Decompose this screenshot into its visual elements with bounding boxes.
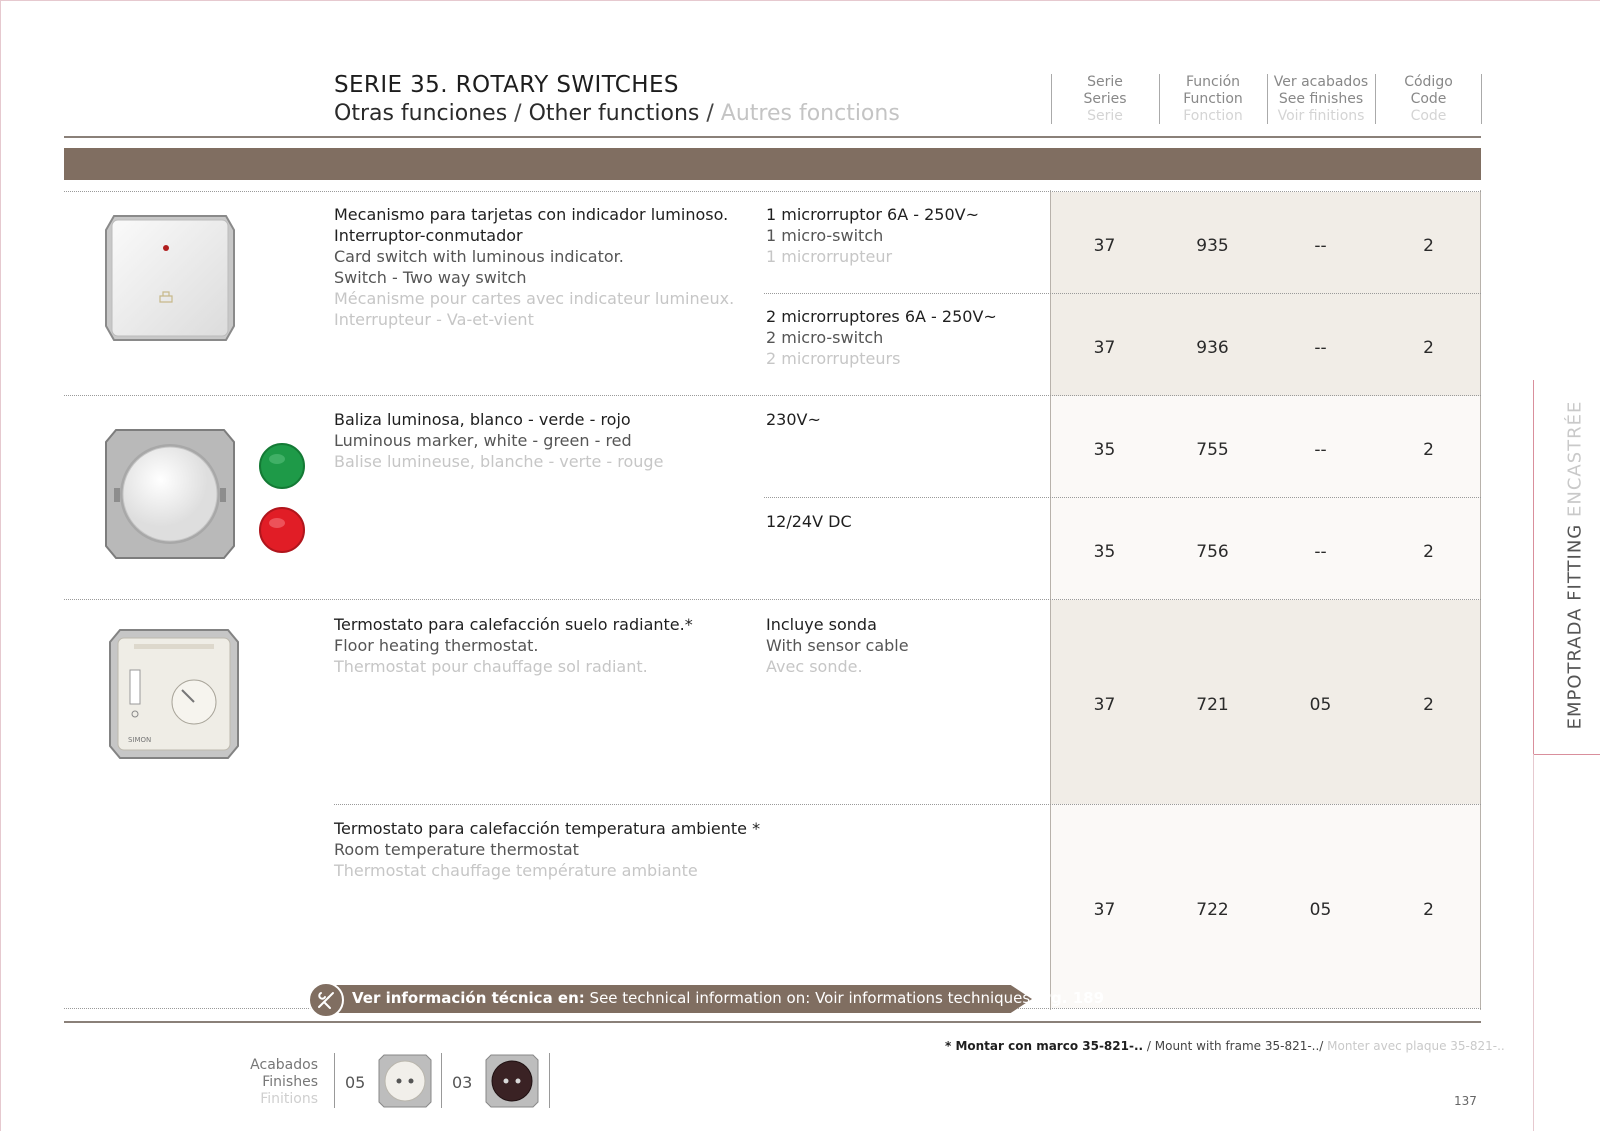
finish-value: -- xyxy=(1314,338,1327,358)
page-border-top xyxy=(0,0,1600,1)
side-tab-en: FITTING xyxy=(1564,517,1586,601)
product-description xyxy=(334,204,734,330)
spec-es: 12/24V DC xyxy=(766,512,852,531)
footnote-fr: Monter avec plaque 35-821-.. xyxy=(1323,1039,1505,1053)
description-fr: Mécanisme pour cartes avec indicateur lumineux. xyxy=(334,289,735,308)
banner-text xyxy=(352,989,1104,1007)
finishes-label-en: Finishes xyxy=(262,1074,318,1090)
subtitle-fr: Autres fonctions xyxy=(720,101,900,126)
spec-en: With sensor cable xyxy=(766,636,909,655)
card-switch-image xyxy=(100,208,240,348)
spec-es: 230V~ xyxy=(766,410,821,429)
row-divider xyxy=(764,293,1481,294)
function-value: 721 xyxy=(1196,695,1229,715)
description-es: Mecanismo para tarjetas con indicador luminoso. xyxy=(334,205,729,224)
spec-es: Incluye sonda xyxy=(766,615,877,634)
finish-value: 05 xyxy=(1309,900,1332,920)
function-value: 936 xyxy=(1196,338,1229,358)
banner-text-en: See technical information on: xyxy=(589,989,811,1007)
column-header-es: Función xyxy=(1185,74,1241,90)
red-lens-icon xyxy=(258,506,306,554)
values-block-card-switch xyxy=(1051,192,1481,396)
subtitle-separator: / xyxy=(507,101,529,126)
description-en: Room temperature thermostat xyxy=(334,840,579,859)
description-es: Termostato para calefacción temperatura ambiente * xyxy=(334,819,761,838)
finish-separator xyxy=(549,1053,550,1108)
tools-icon xyxy=(316,990,336,1010)
product-description xyxy=(334,409,663,472)
side-tab-es: EMPOTRADA xyxy=(1564,600,1586,730)
finish-code: 03 xyxy=(452,1073,473,1092)
finish-separator xyxy=(334,1053,335,1108)
column-header-function xyxy=(1159,74,1266,124)
description-es: Baliza luminosa, blanco - verde - rojo xyxy=(334,410,631,429)
side-tab-label xyxy=(1565,401,1586,730)
description-fr: Thermostat pour chauffage sol radiant. xyxy=(334,657,648,676)
description-en: Floor heating thermostat. xyxy=(334,636,539,655)
header-rule xyxy=(64,136,1481,138)
footer-rule xyxy=(64,1021,1481,1023)
section-band xyxy=(64,148,1481,180)
code-value: 2 xyxy=(1423,236,1434,256)
side-tab-line xyxy=(1533,754,1534,1131)
column-header-code xyxy=(1375,74,1482,124)
footnote-es: * Montar con marco 35-821-.. xyxy=(945,1039,1144,1053)
code-value: 2 xyxy=(1423,440,1434,460)
page-border-left xyxy=(0,0,1,1131)
spec-en: 2 micro-switch xyxy=(766,328,884,347)
code-value: 2 xyxy=(1423,338,1434,358)
spec-es: 2 microrruptores 6A - 250V~ xyxy=(766,307,997,326)
column-header-es: Ver acabados xyxy=(1273,74,1369,90)
green-lens-icon xyxy=(258,442,306,490)
banner-text-es: Ver información técnica en: xyxy=(352,989,585,1007)
variant-spec xyxy=(766,204,979,267)
function-value: 935 xyxy=(1196,236,1229,256)
footnote-en: / Mount with frame 35-821-../ xyxy=(1143,1039,1324,1053)
finish-swatch-dark[interactable] xyxy=(483,1052,541,1110)
column-header-en: Series xyxy=(1083,91,1127,107)
description-es: Termostato para calefacción suelo radiante.* xyxy=(334,615,693,634)
code-value: 2 xyxy=(1423,900,1434,920)
column-header-en: See finishes xyxy=(1278,91,1364,107)
banner-icon-circle xyxy=(308,982,344,1018)
description-fr: Thermostat chauffage température ambiante xyxy=(334,861,698,880)
page-subtitle xyxy=(334,101,900,126)
finish-code: 05 xyxy=(345,1073,366,1092)
finish-separator xyxy=(441,1053,442,1108)
subtitle-es: Otras funciones xyxy=(334,101,508,126)
function-value: 755 xyxy=(1196,440,1229,460)
column-header-fr: Code xyxy=(1410,108,1447,124)
values-block-marker xyxy=(1051,396,1481,600)
banner-page-link[interactable]: Pg. 189 xyxy=(1040,989,1105,1007)
spec-en: 1 micro-switch xyxy=(766,226,884,245)
description-es: Interruptor-conmutador xyxy=(334,226,523,245)
column-header-es: Código xyxy=(1404,74,1453,90)
serie-value: 37 xyxy=(1093,900,1116,920)
column-header-finishes xyxy=(1267,74,1374,124)
variant-spec xyxy=(766,409,821,430)
finish-value: 05 xyxy=(1309,695,1332,715)
spec-fr: 2 microrrupteurs xyxy=(766,349,901,368)
column-header-fr: Voir finitions xyxy=(1277,108,1365,124)
subtitle-en: Other functions xyxy=(528,101,700,126)
description-en: Luminous marker, white - green - red xyxy=(334,431,632,450)
variant-spec xyxy=(766,306,997,369)
column-header-serie xyxy=(1051,74,1158,124)
description-fr: Balise lumineuse, blanche - verte - rouge xyxy=(334,452,664,471)
banner-text-fr: Voir informations techniques: xyxy=(815,989,1036,1007)
column-header-en: Code xyxy=(1410,91,1447,107)
function-value: 722 xyxy=(1196,900,1229,920)
finish-value: -- xyxy=(1314,236,1327,256)
row-divider xyxy=(334,804,1481,805)
row-divider xyxy=(64,395,1481,396)
description-en: Card switch with luminous indicator. xyxy=(334,247,624,266)
serie-value: 35 xyxy=(1093,440,1116,460)
finish-value: -- xyxy=(1314,542,1327,562)
variant-spec xyxy=(766,614,909,677)
thermostat-image xyxy=(104,624,244,764)
function-value: 756 xyxy=(1196,542,1229,562)
variant-spec xyxy=(766,511,852,532)
technical-info-banner[interactable] xyxy=(322,985,1105,1013)
description-fr: Interrupteur - Va-et-vient xyxy=(334,310,534,329)
page-number: 137 xyxy=(1454,1094,1477,1108)
row-divider xyxy=(64,599,1481,600)
subtitle-separator: / xyxy=(699,101,721,126)
luminous-marker-image xyxy=(100,424,240,564)
spec-es: 1 microrruptor 6A - 250V~ xyxy=(766,205,979,224)
finish-value: -- xyxy=(1314,440,1327,460)
finish-swatch-white[interactable] xyxy=(376,1052,434,1110)
serie-value: 37 xyxy=(1093,236,1116,256)
column-header-es: Serie xyxy=(1087,74,1123,90)
code-value: 2 xyxy=(1423,542,1434,562)
svg-text:SIMON: SIMON xyxy=(128,736,152,744)
column-header-fr: Fonction xyxy=(1183,108,1243,124)
page-title: SERIE 35. ROTARY SWITCHES xyxy=(334,72,679,98)
finishes-label-es: Acabados xyxy=(250,1057,318,1073)
row-divider xyxy=(64,191,1481,192)
serie-value: 35 xyxy=(1093,542,1116,562)
mounting-footnote xyxy=(945,1039,1505,1053)
column-header-fr: Serie xyxy=(1087,108,1123,124)
serie-value: 37 xyxy=(1093,338,1116,358)
side-tab-fr: ENCASTRÉE xyxy=(1564,400,1586,518)
code-value: 2 xyxy=(1423,695,1434,715)
finishes-label xyxy=(220,1057,318,1108)
table-divider xyxy=(1050,190,1051,1010)
column-header-en: Function xyxy=(1183,91,1243,107)
spec-fr: Avec sonde. xyxy=(766,657,863,676)
spec-fr: 1 microrrupteur xyxy=(766,247,893,266)
description-en: Switch - Two way switch xyxy=(334,268,527,287)
serie-value: 37 xyxy=(1093,695,1116,715)
table-divider xyxy=(1480,190,1481,1010)
product-description xyxy=(334,614,693,677)
finishes-label-fr: Finitions xyxy=(260,1091,318,1107)
product-description xyxy=(334,818,760,881)
row-divider xyxy=(764,497,1481,498)
